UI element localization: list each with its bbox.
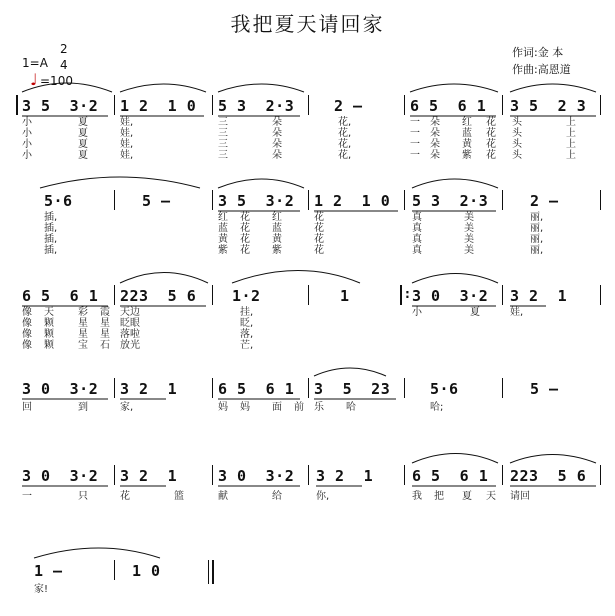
lyric: 花 (120, 491, 130, 502)
measure-notes: 223 5 6 (510, 467, 587, 485)
lyric: 天边 眨眼 落啦 放光 (120, 307, 140, 351)
lyric: 家! (34, 584, 49, 595)
measure-notes: 3 2 1 (120, 380, 178, 398)
tempo: =100 (40, 74, 73, 88)
lyric: 花, 花, 花, 花, (338, 117, 352, 161)
lyric: 挂, 眨, 落, 芒, (240, 307, 254, 351)
measure-notes: 223 5 6 (120, 287, 197, 305)
lyric: 头 头 头 头 (512, 117, 522, 161)
lyric: 夏 夏 夏 夏 (78, 117, 88, 161)
lyric: 妈 (240, 402, 250, 413)
lyric: 丽, 丽, 丽, 丽, (530, 212, 544, 256)
lyric: 朵 朵 朵 朵 (430, 117, 440, 161)
lyric: 哈 (346, 402, 356, 413)
lyric: 天 (486, 491, 496, 502)
slur (120, 84, 206, 92)
lyric: 夏 (462, 491, 472, 502)
lyric: 红 蓝 黄 紫 (218, 212, 228, 256)
measure-notes: 6 5 6 1 (218, 380, 295, 398)
lyric: 红 蓝 黄 紫 (462, 117, 472, 161)
lyric: 朵 朵 朵 朵 (272, 117, 282, 161)
slur (40, 177, 200, 188)
lyric: 小 小 小 小 (22, 117, 32, 161)
slur (22, 83, 112, 92)
lyric: 我 (412, 491, 422, 502)
measure-notes: 3 5 3·2 (22, 97, 99, 115)
measure-notes: 2 — (530, 192, 559, 210)
measure-notes: 1 — (34, 562, 63, 580)
lyric: 只 (78, 491, 88, 502)
lyric: 哈; (430, 402, 444, 413)
lyricist-credit: 作词:金 本 (512, 46, 564, 59)
song-title: 我把夏天请回家 (230, 12, 385, 36)
slur (410, 84, 498, 92)
slur (412, 179, 498, 188)
lyric: 面 (272, 402, 282, 413)
measure-notes: 1 0 (132, 562, 161, 580)
measure-notes: 1 2 1 0 (314, 192, 391, 210)
lyric: 回 (22, 402, 32, 413)
lyric: 花 花 花 花 (314, 212, 324, 256)
lyric: 娃, (510, 307, 524, 318)
measure-notes: 3 0 3·2 (22, 467, 99, 485)
measure-notes: 5 3 2·3 (218, 97, 295, 115)
lyric: 请回 (510, 491, 530, 502)
slur (120, 273, 208, 284)
measure-notes: 1·2 (232, 287, 261, 305)
lyric: 献 (218, 491, 228, 502)
lyric: 到 (78, 402, 88, 413)
lyric: 像 像 像 像 (22, 307, 32, 351)
lyric: 插, 插, 插, 插, (44, 212, 58, 256)
measure-notes: 5 3 2·3 (412, 192, 489, 210)
lyric: 一 一 一 一 (410, 117, 420, 161)
key-signature: 1=A (22, 56, 48, 70)
measure-notes: 3 2 1 (120, 467, 178, 485)
lyric: 彩 星 星 宝 (78, 307, 88, 351)
measure-notes: 5·6 (430, 380, 459, 398)
slur (510, 455, 596, 464)
measure-notes: 3 5 2 3 (510, 97, 587, 115)
slur (412, 454, 498, 464)
lyric: 花 花 花 花 (240, 212, 250, 256)
measure-notes: 3 0 3·2 (22, 380, 99, 398)
lyric: 前 (294, 402, 304, 413)
measure-notes: 3 2 1 (510, 287, 568, 305)
lyric: 娃, 娃, 娃, 娃, (120, 117, 134, 161)
lyric: 一 (22, 491, 32, 502)
measure-notes: 3 5 3·2 (218, 192, 295, 210)
slur (510, 84, 596, 92)
lyric: 把 (434, 491, 444, 502)
measure-notes: 3 2 1 (316, 467, 374, 485)
lyric: 夏 (470, 307, 480, 318)
slur (314, 368, 386, 376)
slur (218, 179, 304, 188)
lyric: 小 (412, 307, 422, 318)
measure-notes: 3 0 3·2 (412, 287, 489, 305)
measure-notes: 1 2 1 0 (120, 97, 197, 115)
lyric: 给 (272, 491, 282, 502)
measure-notes: 6 5 6 1 (410, 97, 487, 115)
lyric: 霞 星 星 石 (100, 307, 110, 351)
measure-notes: 1 (340, 287, 350, 305)
measure-notes: 6 5 6 1 (22, 287, 99, 305)
lyric: 你, (316, 491, 330, 502)
slur (218, 84, 304, 92)
measure-notes: 3 5 23 (314, 380, 391, 398)
lyric: 上 上 上 上 (566, 117, 576, 161)
note-icon: ♩ (30, 70, 38, 89)
composer-credit: 作曲:高恩道 (512, 63, 571, 76)
measure-notes: 6 5 6 1 (412, 467, 489, 485)
time-signature-bottom: 4 (60, 58, 68, 72)
time-signature-top: 2 (60, 42, 68, 56)
measure-notes: 5 — (142, 192, 171, 210)
measure-notes: 5 — (530, 380, 559, 398)
repeat-dots-icon: : (405, 287, 410, 301)
lyric: 真 真 真 真 (412, 212, 422, 256)
lyric: 三 三 三 三 (218, 117, 228, 161)
slur (232, 271, 360, 284)
lyric: 红 蓝 黄 紫 (272, 212, 282, 256)
lyric: 花 花 花 花 (486, 117, 496, 161)
slur (34, 548, 160, 558)
slur (412, 274, 498, 284)
lyric: 天 颗 颗 颗 (44, 307, 54, 351)
measure-notes: 2 — (334, 97, 363, 115)
lyric: 乐 (314, 402, 324, 413)
lyric: 妈 (218, 402, 228, 413)
lyric: 家, (120, 402, 134, 413)
lyric: 美 美 美 美 (464, 212, 474, 256)
measure-notes: 5·6 (44, 192, 73, 210)
lyric: 篮 (174, 491, 184, 502)
measure-notes: 3 0 3·2 (218, 467, 295, 485)
